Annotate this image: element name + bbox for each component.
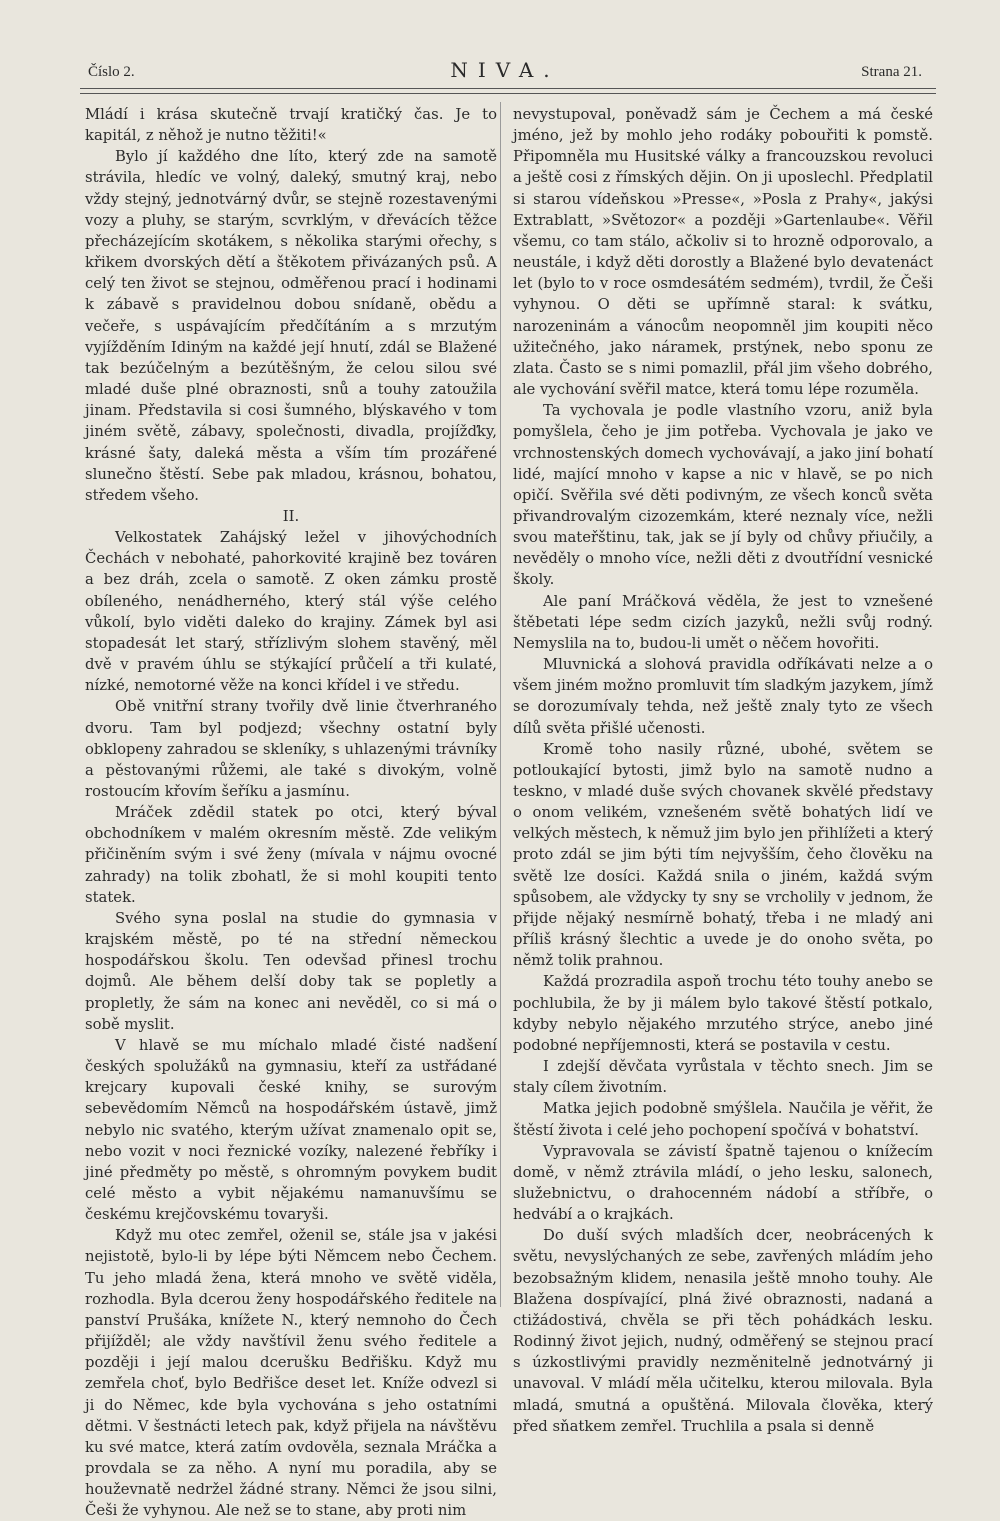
paragraph: Když mu otec zemřel, oženil se, stále jsa v jakési nejistotě, bylo-li by lépe býti Němcem nebo Čechem. Tu jeho mladá žena, která mnoho ve světě viděla, rozhodla. Byla dcerou ženy hospodářského ředitele na panství Prušáka, knížete N., který nemnoho do Čech přijížděl; ale vždy navštívil ženu svého ředitele a později i její malou dcerušku Bedřišku. Když mu zemřela choť, bylo Bedřišce deset let. Kníže odvezl si ji do Němec, kde byla vychována s jeho ostatními dětmi. V šestnácti letech pak, když přijela na návštěvu ku své matce, která zatím ovdověla, seznala Mráčka a provdala se za něho. A nyní mu poradila, aby se houževnatě nedržel žádné strany. Němci že jsou silni, Češi že vyhynou. Ale než se to stane, aby proti nim: [85, 1227, 497, 1520]
paragraph: Svého syna poslal na studie do gymnasia v krajském městě, po té na střední německou hospodářskou školu. Ten odevšad přinesl trochu dojmů. Ale během delší doby tak se popletly a propletly, že sám na konec ani nevěděl, co si má o sobě myslit.: [85, 909, 497, 1033]
paragraph: Mráček zdědil statek po otci, který býval obchodníkem v malém okresním městě. Zde velikým přičiněním svým i své ženy (mívala v nájmu ovocné zahrady) na tolik zbohatl, že si mohl koupiti tento statek.: [85, 804, 497, 906]
paragraph: Velkostatek Zahájský ležel v jihovýchodních Čechách v nebohaté, pahorkovité krajině bez továren a bez dráh, zcela o samotě. Z oken zámku prostě obíleného, nenádherného, který stál výše celého vůkolí, bylo viděti daleko do krajiny. Zámek byl asi stopadesát let starý, střízlivým slohem stavěný, měl dvě v pravém úhlu se stýkající průčelí a tři kulaté, nízké, nemotorné věže na konci křídel i ve středu.: [85, 529, 497, 695]
paragraph: I zdejší děvčata vyrůstala v těchto snech. Jim se staly cílem životním.: [513, 1058, 933, 1097]
paragraph: Do duší svých mladších dcer, neobrácených k světu, nevyslýchaných ze sebe, zavřených mládím jeho bezobsažným klidem, nenasila ještě mnoho touhy. Ale Blažena dospívající, plná živé obraznosti, nadaná a ctižádostivá, chvěla se při těch pohádkách lesku. Rodinný život jejich, nudný, odměřený se stejnou prací s úzkostlivými pravidly nezměnitelně jednotvárný ji unavoval. V mládí měla učitelku, kterou milovala. Byla mladá, smutná a opuštěná. Milovala člověka, který před sňatkem zemřel. Truchlila a psala si denně: [513, 1227, 933, 1435]
page-number: Strana 21.: [861, 64, 922, 80]
paragraph: Bylo jí každého dne líto, který zde na samotě strávila, hledíc ve volný, daleký, smutný kraj, nebo vždy stejný, jednotvárný dvůr, se stejně rozestavenými vozy a pluhy, se starým, scvrklým, v dřevácích těžce přecházejícím skotákem, s několika starými ořechy, s křikem dvorských dětí a štěkotem přivázaných psů. A celý ten život se stejnou, odměřenou prací i hodinami k zábavě s pravidelnou dobou snídaně, obědu a večeře, s uspávajícím předčítáním a s mrzutým vyjížděním Idiným na každé její hnutí, zdál se Blažené tak bezúčelným a bezútěšným, že celou silou své mladé duše plné obraznosti, snů a touhy zatoužila jinam. Představila si cosi šumného, blýskavého v tom jiném světě, zábavy, společnosti, divadla, projížďky, krásné šaty, daleká města a vším tím prozářené slunečno štěstí. Sebe pak mladou, krásnou, bohatou, středem všeho.: [85, 148, 497, 504]
paragraph: Ta vychovala je podle vlastního vzoru, aniž byla pomyšlela, čeho je jim potřeba. Vychovala je jako ve vrchnostenských domech vychovávají, a jako jiní bohatí lidé, mající mnoho v kapse a nic v hlavě, se po nich opičí. Svěřila své děti podivným, ze všech konců světa přivandrovalým cizozemkám, které neznaly více, nežli svou mateřštinu, tak, jak se jí byly od chůvy přiučily, a nevěděly o mnoho více, nežli děti z dvoutřídní vesnické školy.: [513, 402, 933, 589]
section-heading: II.: [282, 507, 300, 525]
paragraph: Mládí i krása skutečně trvají kratičký čas. Je to kapitál, z něhož je nutno těžiti!«: [85, 106, 497, 145]
paragraph: V hlavě se mu míchalo mladé čisté nadšení českých spolužáků na gymnasiu, kteří za ustřádané krejcary kupovali české knihy, se surovým sebevědomím Němců na hospodářském ústavě, jimž nebylo nic svatého, kterým užívat znamenalo opit se, nebo vozit v noci řeznické vozíky, nalezené řebříky i jiné předměty po městě, s ohromným povykem budit celé město a vybit nějakému namanuvšímu se českému krejčovskému tovaryši.: [85, 1036, 497, 1224]
paragraph: Ale paní Mráčková věděla, že jest to vznešené štěbetati lépe sedm cizích jazyků, nežli svůj rodný. Nemyslila na to, budou-li umět o něčem hovořiti.: [513, 592, 933, 652]
paragraph: Kromě toho nasily různé, ubohé, světem se potloukající bytosti, jimž bylo na samotě nudno a teskno, v mladé duše svých chovanek skvělé představy o onom velikém, vznešeném světě bohatých lidí ve velkých městech, k němuž jim bylo jen přihlížeti a který proto zdál se jim býti tím nejvyšším, čeho člověku na světě lze dosíci. Každá snila o jiném, každá svým spůsobem, ale vždycky ty sny se vrcholily v jednom, že přijde nějaký nesmírně bohatý, třeba i ne mladý ani příliš krásný šlechtic a uvede je do onoho světa, po němž tolik prahnou.: [513, 740, 933, 970]
paragraph: Matka jejich podobně smýšlela. Naučila je věřit, že štěstí života i celé jeho pochopení spočívá v bohatství.: [513, 1100, 933, 1139]
header-rule: [80, 88, 936, 94]
page-header: [88, 58, 922, 86]
journal-title: NIVA.: [450, 58, 560, 82]
paragraph: nevystupoval, poněvadž sám je Čechem a má české jméno, jež by mohlo jeho rodáky pobouřiti k pomstě. Připomněla mu Husitské války a francouzskou revoluci a ještě cosi z římských dějin. On ji uposlechl. Předplatil si starou vídeňskou »Presse«, »Posla z Prahy«, jakýsi Extrablatt, »Světozor« a později »Gartenlaube«. Věřil všemu, co tam stálo, ačkoliv si to hrozně odporovalo, a neustále, i když děti dorostly a Blažené bylo devatenáct let (bylo to v roce osmdesátém sedmém), tvrdil, že Češi vyhynou. O děti se upřímně staral: k svátku, narozeninám a vánocům neopomněl jim koupiti něco užitečného, jako náramek, prstýnek, nebo sponu ze zlata. Často se s nimi pomazlil, přál jim všeho dobrého, ale vychování svěřil matce, která tomu lépe rozuměla.: [513, 106, 933, 399]
column-divider: [500, 102, 501, 1307]
paragraph: Vypravovala se závistí špatně tajenou o knížecím domě, v němž ztrávila mládí, o jeho lesku, salonech, služebnictvu, o drahocenném nádobí a stříbře, o hedvábí a o krajkách.: [513, 1142, 933, 1224]
left-column: [85, 104, 497, 1521]
issue-number: Číslo 2.: [88, 64, 135, 80]
paragraph: Obě vnitřní strany tvořily dvě linie čtverhraného dvoru. Tam byl podjezd; všechny ostatní byly obklopeny zahradou se skleníky, s uhlazenými trávníky a pěstovanými růžemi, ale také s divokým, volně rostoucím křovím šeříku a jasmínu.: [85, 698, 497, 800]
paragraph: Každá prozradila aspoň trochu této touhy anebo se pochlubila, že by ji málem bylo takové štěstí potkalo, kdyby nebylo nějakého mrzutého strýce, anebo jiné podobné nepříjemnosti, která se postavila v cestu.: [513, 973, 933, 1054]
right-column: [513, 104, 933, 1437]
paragraph: Mluvnická a slohová pravidla odříkávati nelze a o všem jiném možno promluvit tím sladkým jazykem, jímž se dorozumívaly tehda, než ještě znaly tyto ze všech dílů světa přišlé učenosti.: [513, 656, 933, 737]
